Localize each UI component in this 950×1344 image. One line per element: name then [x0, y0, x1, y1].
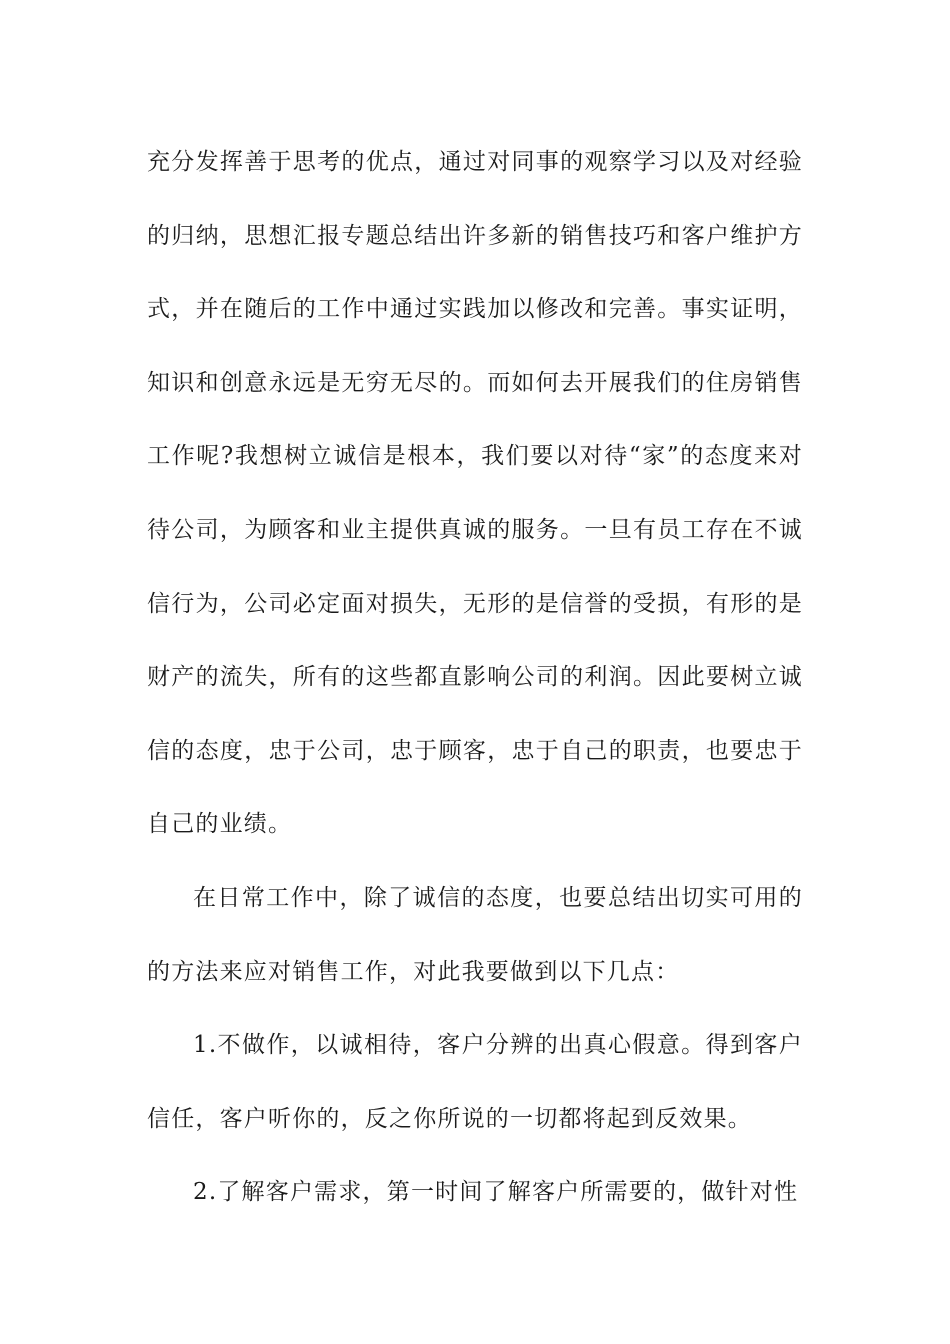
paragraph-continuation: 充分发挥善于思考的优点，通过对同事的观察学习以及对经验的归纳，思想汇报专题总结出许多新的销售技巧和客户维护方式，并在随后的工作中通过实践加以修改和完善。事实证明，知识和创意永远是无穷无尽的。而如何去开展我们的住房销售工作呢?我想树立诚信是根本，我们要以对待“家”的态度来对待公司，为顾客和业主提供真诚的服务。一旦有员工存在不诚信行为，公司必定面对损失，无形的是信誉的受损，有形的是财产的流失，所有的这些都直影响公司的利润。因此要树立诚信的态度，忠于公司，忠于顾客，忠于自己的职责，也要忠于自己的业绩。 — [147, 149, 803, 838]
paragraph-point-1: 1.不做作，以诚相待，客户分辨的出真心假意。得到客户信任，客户听你的，反之你所说的一切都将起到反效果。 — [147, 1032, 803, 1132]
paragraph-point-2: 2.了解客户需求，第一时间了解客户所需要的，做针对性 — [193, 1179, 799, 1206]
paragraph-methods-intro: 在日常工作中，除了诚信的态度，也要总结出切实可用的的方法来应对销售工作，对此我要做到以下几点： — [147, 884, 803, 985]
document-body — [147, 126, 803, 1230]
